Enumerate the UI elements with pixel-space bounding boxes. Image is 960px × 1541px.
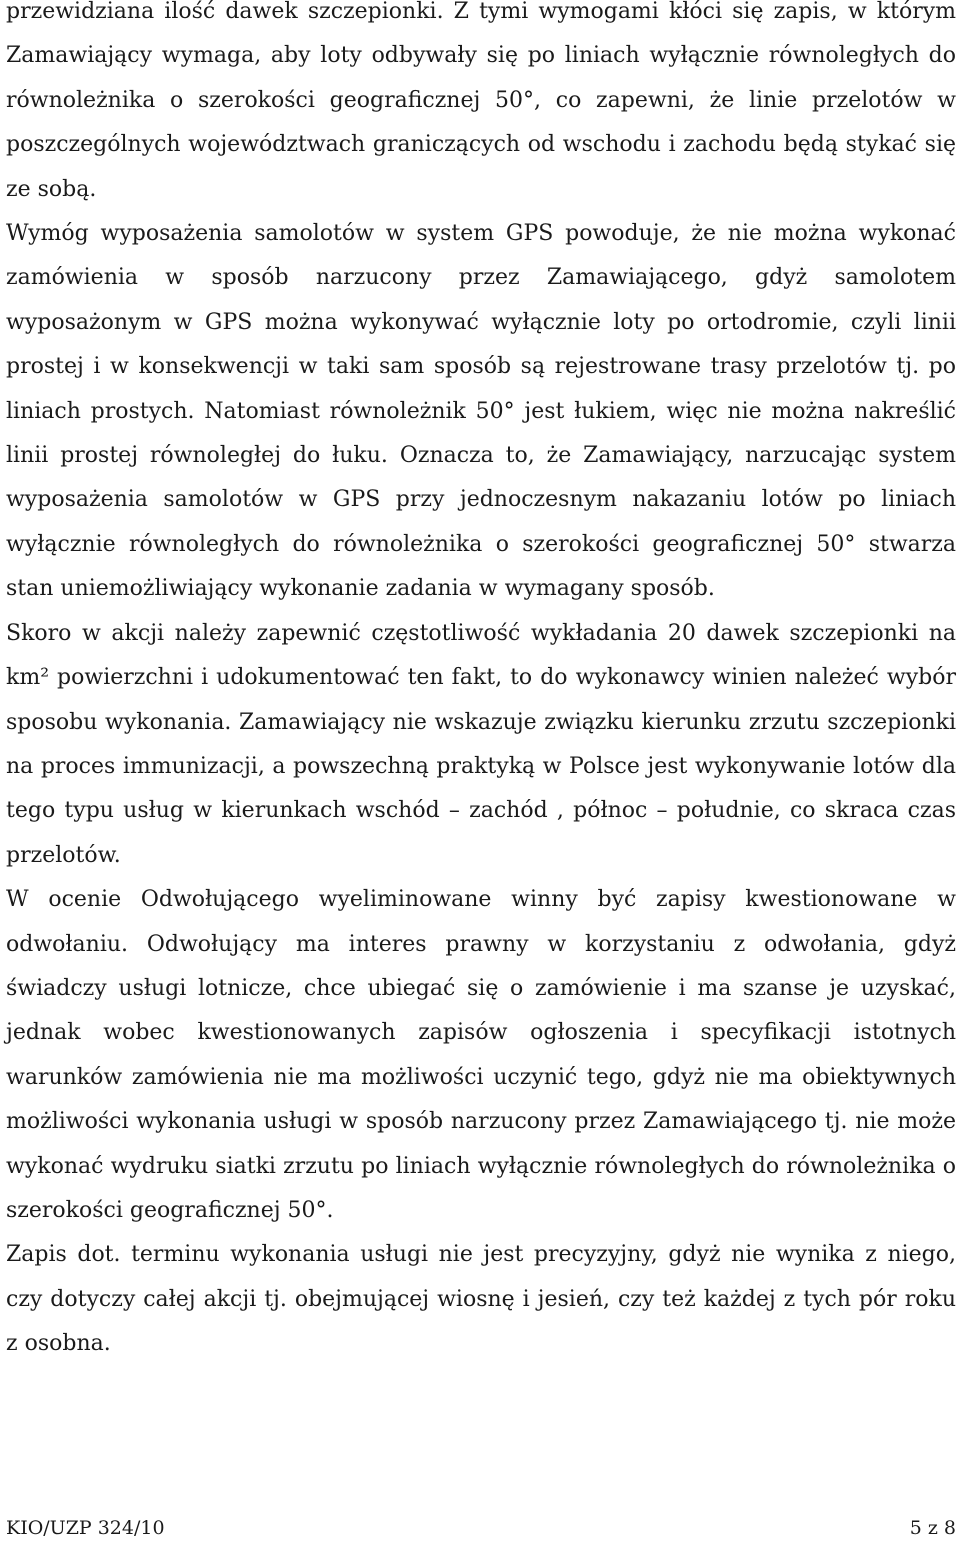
paragraph-2: Wymóg wyposażenia samolotów w system GPS powoduje, że nie można wykonać zamówienia w sposób narzucony przez Zamawiającego, gdyż samolotem wyposażonym w GPS można wykonywać wyłącznie loty po ortodromie, czyli linii prostej i w konsekwencji w taki sam sposób są rejestrowane trasy przelotów tj. po liniach prostych. Natomiast równoleżnik 50° jest łukiem, więc nie można nakreślić linii prostej równoległej do łuku. Oznacza to, że Zamawiający, narzucając system wyposażenia samolotów w GPS przy jednoczesnym nakazaniu lotów po liniach wyłącznie równoległych do równoleżnika o szerokości geograficznej 50° stwarza stan uniemożliwiający wykonanie zadania w wymagany sposób. <box>6 221 956 602</box>
paragraph-3: Skoro w akcji należy zapewnić częstotliwość wykładania 20 dawek szczepionki na km² powierzchni i udokumentować ten fakt, to do wykonawcy winien należeć wybór sposobu wykonania. Zamawiający nie wskazuje związku kierunku zrzutu szczepionki na proces immunizacji, a powszechną praktyką w Polsce jest wykonywanie lotów dla tego typu usług w kierunkach wschód – zachód , północ – południe, co skraca czas przelotów. <box>6 620 956 868</box>
paragraph-4: W ocenie Odwołującego wyeliminowane winny być zapisy kwestionowane w odwołaniu. Odwołujący ma interes prawny w korzystaniu z odwołania, gdyż świadczy usługi lotnicze, chce ubiegać się o zamówienie i ma szanse je uzyskać, jednak wobec kwestionowanych zapisów ogłoszenia i specyfikacji istotnych warunków zamówienia nie ma możliwości uczynić tego, gdyż nie ma obiektywnych możliwości wykonania usługi w sposób narzucony przez Zamawiającego tj. nie może wykonać wydruku siatki zrzutu po liniach wyłącznie równoległych do równoleżnika o szerokości geograficznej 50°. <box>6 887 956 1223</box>
paragraph-1: przewidziana ilość dawek szczepionki. Z tymi wymogami kłóci się zapis, w którym Zamawiający wymaga, aby loty odbywały się po liniach wyłącznie równoległych do równoleżnika o szerokości geograficznej 50°, co zapewni, że linie przelotów w poszczególnych województwach graniczących od wschodu i zachodu będą stykać się ze sobą. <box>6 0 956 202</box>
document-body <box>6 0 956 1367</box>
page-footer <box>6 1516 956 1540</box>
case-number: KIO/UZP 324/10 <box>6 1517 165 1539</box>
paragraph-5: Zapis dot. terminu wykonania usługi nie jest precyzyjny, gdyż nie wynika z niego, czy dotyczy całej akcji tj. obejmującej wiosnę i jesień, czy też każdej z tych pór roku z osobna. <box>6 1242 956 1357</box>
page-indicator: 5 z 8 <box>909 1517 956 1539</box>
